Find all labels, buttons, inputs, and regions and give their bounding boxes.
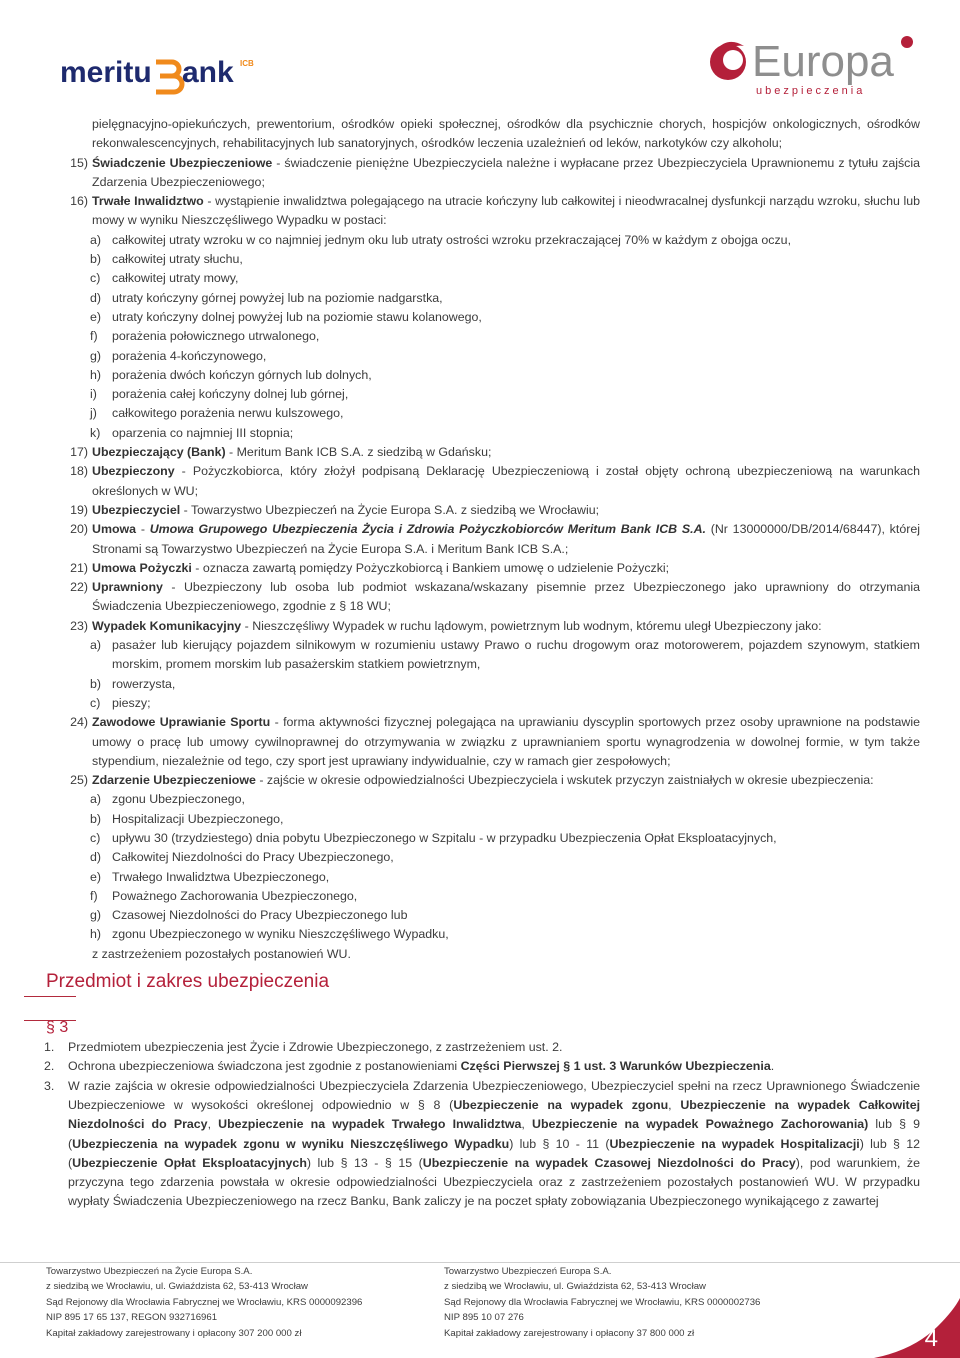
item-number: 24): [70, 715, 88, 730]
heading-rule: [24, 996, 76, 997]
point-2: 2. Ochrona ubezpieczeniowa świadczona jest zgodnie z postanowieniami Części Pierwszej § 1 ust. 3 Warunków Ubezpieczenia.: [40, 1057, 920, 1076]
svg-text:meritu: meritu: [60, 56, 152, 89]
point-1: [40, 1038, 920, 1057]
definition-24: [40, 713, 920, 771]
definition-text: - świadczenie pieniężne Ubezpieczyciela należne i wypłacane przez Ubezpieczyciela Uprawnionemu z tytułu zajścia Zdarzenia Ubezpieczeniowego;: [92, 155, 920, 189]
sub-item: g) porażenia 4-kończynowego,: [90, 348, 267, 363]
definition-text: - forma aktywności fizycznej polegająca na uprawianiu dyscyplin sportowych przez osoby uprawnione na podstawie umowy o pracę lub umowy cywilnoprawnej do otrzymywania w związku z uprawnianiem sportu wynagrodzenia w dowolnej formie, w tym także stypendium, niezależnie od tego, czy sport jest uprawiany indywidualnie, czy w ramach gier zespołowych;: [92, 715, 920, 768]
sub-item: g) Czasowej Niezdolności do Pracy Ubezpieczonego lub: [90, 908, 408, 923]
meritum-bank-logo: [60, 50, 260, 100]
definition-text: - Towarzystwo Ubezpieczeń na Życie Europa S.A. z siedzibą we Wrocławiu;: [180, 502, 600, 517]
paragraph-number: § 3: [46, 1019, 69, 1037]
definition-text: - Nieszczęśliwy Wypadek w ruchu lądowym, powietrznym lub wodnym, któremu uległ Ubezpieczony jako:: [241, 618, 822, 633]
definition-term: Ubezpieczający (Bank): [92, 445, 226, 460]
page-header: [0, 0, 960, 110]
definition-term: Trwałe Inwalidztwo: [92, 194, 204, 209]
contract-name: Umowa Grupowego Ubezpieczenia Życia i Zdrowia Pożyczkobiorców Meritum Bank ICB S.A.: [149, 522, 706, 537]
svg-text:Europa: Europa: [752, 37, 894, 86]
definition-term: Umowa Pożyczki: [92, 560, 192, 575]
point-number: 3.: [44, 1078, 55, 1093]
document-body: [40, 115, 920, 1212]
sub-item: d) Całkowitej Niezdolności do Pracy Ubezpieczonego,: [90, 850, 394, 865]
definition-term: Świadczenie Ubezpieczeniowe: [92, 155, 273, 170]
sub-item: a) pasażer lub kierujący pojazdem silnikowym w rozumieniu ustawy Prawo o ruchu drogowym oraz motorowerem, pojazdem szynowym, statkiem morskim, promem morskim lub pasażerskim statkiem powietrznym,: [90, 638, 920, 672]
definition-term: Zawodowe Uprawianie Sportu: [92, 715, 271, 730]
sub-item: e) utraty kończyny dolnej powyżej lub na poziomie stawu kolanowego,: [90, 309, 482, 324]
sub-item: d) utraty kończyny górnej powyżej lub na poziomie nadgarstka,: [90, 290, 443, 305]
sub-item: b) Hospitalizacji Ubezpieczonego,: [90, 811, 284, 826]
paragraph-continuation: pielęgnacyjno-opiekuńczych, prewentorium, ośrodków opieki społecznej, ośrodków dla psychicznie chorych, hospicjów onkologicznych, ośrodków rekonwalescencyjnych, rehabilitacyjnych lub sanatoryjnych, ośrodków leczenia uzależnień od leków, narkotyków czy alkoholu;: [92, 117, 920, 151]
definition-text: - Pożyczkobiorca, który złożył podpisaną Deklarację Ubezpieczeniową i został objęty ochroną ubezpieczeniową na warunkach określonych w WU;: [92, 464, 920, 498]
point-3: 3. W razie zajścia w okresie odpowiedzialności Ubezpieczyciela Zdarzenia Ubezpieczeniowego, Ubezpieczyciel spełni na rzecz Uprawnionego Świadczenie Ubezpieczeniowe w wysokości określonej odpowiednio w § 8 (Ubezpieczenie na wypadek zgonu, Ubezpieczenie na wypadek Całkowitej Niezdolności do Pracy, Ubezpieczenie na wypadek Trwałego Inwalidztwa, Ubezpieczenie na wypadek Poważnego Zachorowania) lub § 9 (Ubezpieczenia na wypadek zgonu w wyniku Nieszczęśliwego Wypadku) lub § 10 - 11 (Ubezpieczenie na wypadek Hospitalizacji) lub § 12 (Ubezpieczenie Opłat Eksploatacyjnych) lub § 13 - § 15 (Ubezpieczenie na wypadek Czasowej Niezdolności do Pracy), pod warunkiem, że przyczyna tego zdarzenia powstała w okresie odpowiedzialności Ubezpieczyciela oraz z zastrzeżeniem pozostałych postanowień WU. W przypadku wypłaty Świadczenia Ubezpieczeniowego na rzecz Banku, Bank zaliczy je na poczet spłaty zobowiązania Ubezpieczonego wynikającego z zawartej: [44, 1078, 921, 1209]
section-title-text: Przedmiot i zakres ubezpieczenia: [46, 971, 330, 993]
item-number: 19): [70, 502, 88, 517]
sub-item: h) zgonu Ubezpieczonego w wyniku Nieszczęśliwego Wypadku,: [90, 927, 449, 942]
footer-divider: [0, 1262, 960, 1263]
definition-term: Ubezpieczony: [92, 464, 175, 479]
definition-text: - Meritum Bank ICB S.A. z siedzibą w Gdańsku;: [225, 445, 492, 460]
definition-15: [40, 154, 920, 193]
sub-item: k) oparzenia co najmniej III stopnia;: [90, 425, 294, 440]
sub-item: i) porażenia całej kończyny dolnej lub górnej,: [90, 387, 349, 402]
definition-text: - wystąpienie inwalidztwa polegającego na utracie kończyny lub całkowitej i nieodwracalnej dysfunkcji narządu wzroku, słuchu lub mowy w wyniku Nieszczęśliwego Wypadku w postaci:: [92, 194, 920, 228]
point-number: 1.: [44, 1040, 55, 1055]
definition-16: [40, 192, 920, 231]
sub-item: f) porażenia połowicznego utrwalonego,: [90, 329, 320, 344]
sub-item: c) całkowitej utraty mowy,: [90, 271, 239, 286]
definition-25: [40, 771, 920, 790]
definition-tail: z zastrzeżeniem pozostałych postanowień WU.: [92, 946, 351, 961]
definition-term: Zdarzenie Ubezpieczeniowe: [92, 773, 256, 788]
sub-item: b) całkowitej utraty słuchu,: [90, 252, 243, 267]
definition-term: Wypadek Komunikacyjny: [92, 618, 242, 633]
item-number: 18): [70, 464, 88, 479]
sub-item: c) pieszy;: [90, 695, 151, 710]
paragraph-heading: [40, 1010, 920, 1038]
svg-text:ubezpieczenia: ubezpieczenia: [756, 85, 866, 97]
item-number: 22): [70, 580, 88, 595]
sub-item: e) Trwałego Inwalidztwa Ubezpieczonego,: [90, 869, 330, 884]
definition-22: [40, 578, 920, 617]
item-number: 21): [70, 560, 88, 575]
europa-logo: [706, 30, 916, 100]
sub-item: j) całkowitego porażenia nerwu kulszowego,: [90, 406, 344, 421]
sub-item: b) rowerzysta,: [90, 676, 176, 691]
definition-term: Uprawniony: [92, 580, 163, 595]
page-footer: [0, 1262, 960, 1358]
section-heading: [40, 972, 920, 1002]
definition-19: [40, 501, 920, 520]
definition-text: - zajście w okresie odpowiedzialności Ubezpieczyciela i wskutek przyczyn zaistniałych w okresie ubezpieczenia:: [255, 773, 874, 788]
definition-term: Umowa: [92, 522, 137, 537]
definition-17: [40, 443, 920, 462]
footer-company-right: Towarzystwo Ubezpieczeń Europa S.A. z siedzibą we Wrocławiu, ul. Gwiaździsta 62, 53-413 Wrocław Sąd Rejonowy dla Wrocławia Fabrycznej we Wrocławiu, KRS 0000002736 NIP 895 10 07 276 Kapitał zakładowy zarejestrowany i opłacony 37 800 000 zł: [444, 1266, 761, 1339]
definition-text: - oznacza zawartą pomiędzy Pożyczkobiorcą i Bankiem umowę o udzielenie Pożyczki;: [191, 560, 670, 575]
definition-term: Ubezpieczyciel: [92, 502, 181, 517]
sub-item: c) upływu 30 (trzydziestego) dnia pobytu Ubezpieczonego w Szpitalu - w przypadku Ubezpieczenia Opłat Eksploatacyjnych,: [90, 830, 777, 845]
point-number: 2.: [44, 1059, 55, 1074]
item-number: 17): [70, 445, 88, 460]
item-number: 16): [70, 194, 88, 209]
definition-21: [40, 559, 920, 578]
page-corner-shape: [874, 1298, 960, 1358]
definition-20: 20) Umowa - Umowa Grupowego Ubezpieczenia Życia i Zdrowia Pożyczkobiorców Meritum Bank ICB S.A. (Nr 13000000/DB/2014/68447), której Stronami są Towarzystwo Ubezpieczeń na Życie Europa S.A. i Meritum Bank ICB S.A.;: [40, 520, 920, 559]
item-number: 25): [70, 773, 88, 788]
footer-company-left: Towarzystwo Ubezpieczeń na Życie Europa S.A. z siedzibą we Wrocławiu, ul. Gwiaździsta 62, 53-413 Wrocław Sąd Rejonowy dla Wrocławia Fabrycznej we Wrocławiu, KRS 0000092396 NIP 895 17 65 137, REGON 932716961 Kapitał zakładowy zarejestrowany i opłacony 307 200 000 zł: [46, 1266, 363, 1339]
page-number: 4: [924, 1324, 938, 1352]
sub-item: f) Poważnego Zachorowania Ubezpieczonego,: [90, 888, 358, 903]
svg-text:ICB: ICB: [240, 59, 254, 68]
definition-text: (Nr 13000000/DB/2014/68447), której Stronami są Towarzystwo Ubezpieczeń na Życie Europa S.A. i Meritum Bank ICB S.A.;: [92, 522, 920, 556]
point-text: Przedmiotem ubezpieczenia jest Życie i Zdrowie Ubezpieczonego, z zastrzeżeniem ust. 2.: [68, 1040, 563, 1055]
sub-item: a) całkowitej utraty wzroku w co najmniej jednym oku lub utraty ostrości wzroku przekraczającej 70% w każdym z obojga oczu,: [90, 232, 792, 247]
definition-23: [40, 617, 920, 636]
sub-item: h) porażenia dwóch kończyn górnych lub dolnych,: [90, 367, 372, 382]
item-number: 15): [70, 155, 88, 170]
definition-18: [40, 462, 920, 501]
item-number: 23): [70, 618, 88, 633]
svg-text:ank: ank: [182, 56, 234, 89]
item-number: 20): [70, 522, 88, 537]
definition-text: - Ubezpieczony lub osoba lub podmiot wskazana/wskazany pisemnie przez Ubezpieczonego jako uprawniony do otrzymania Świadczenia Ubezpieczeniowego, zgodnie z § 18 WU;: [92, 580, 920, 614]
sub-item: a) zgonu Ubezpieczonego,: [90, 792, 245, 807]
